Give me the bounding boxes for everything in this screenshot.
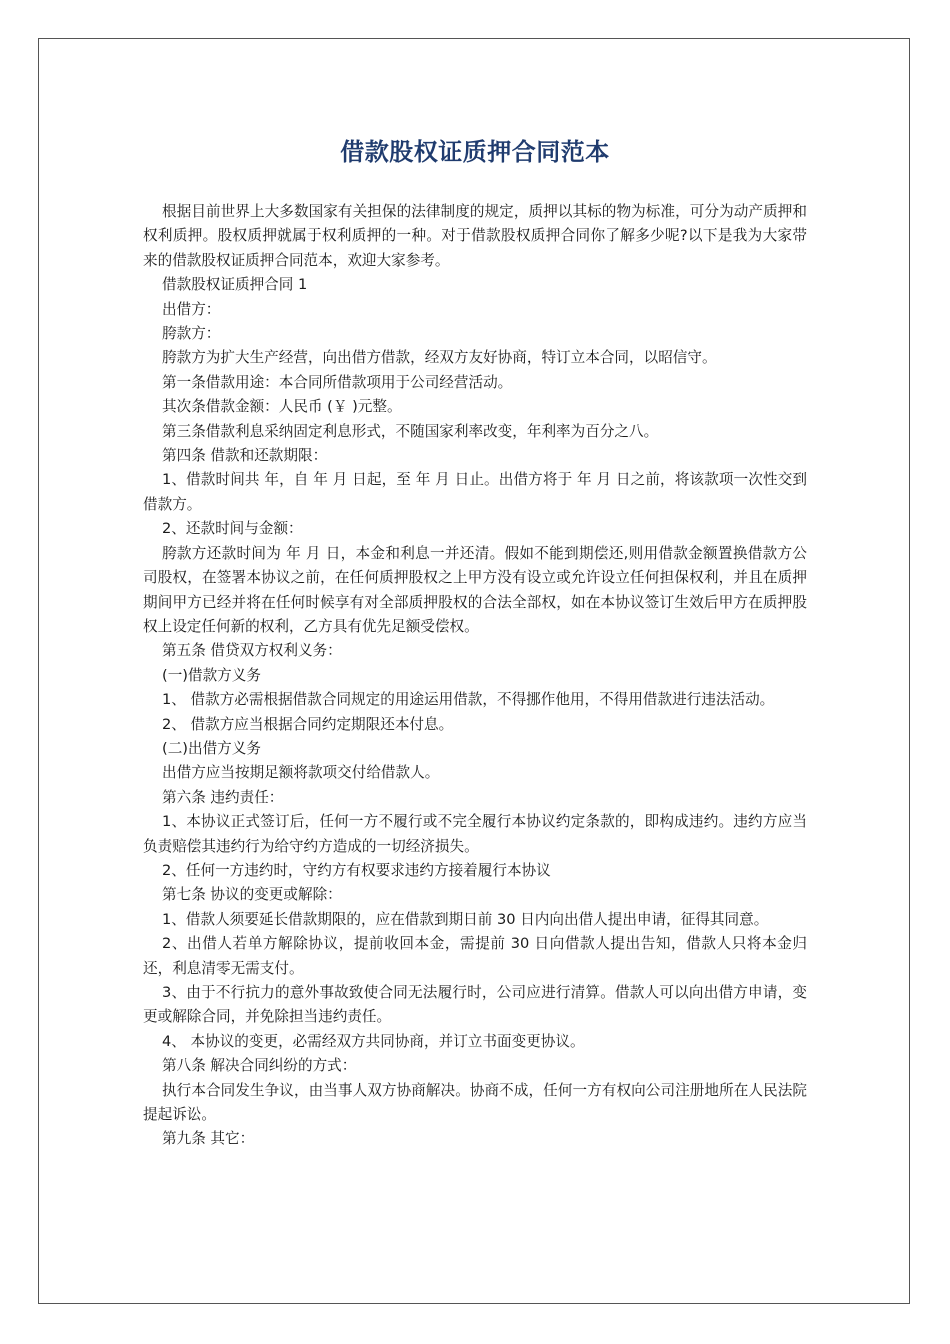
article-1: 第一条借款用途：本合同所借款项用于公司经营活动。 (162, 373, 513, 391)
borrower-duty-2: 2、 借款方应当根据合同约定期限还本付息。 (162, 715, 454, 733)
article-7-clause-3: 3、由于不行抗力的意外事故致使合同无法履行时，公司应进行清算。借款人可以向出借方申请，变更或解除合同，并免除担当违约责任。 (143, 984, 807, 1026)
article-7-clause-4: 4、 本协议的变更，必需经双方共同协商，并订立书面变更协议。 (162, 1032, 585, 1050)
article-7-heading: 第七条 协议的变更或解除： (162, 886, 342, 904)
article-2: 其次条借款金额：人民币 (￥ )元整。 (162, 398, 402, 416)
borrower-line: 胯款方： (162, 325, 221, 343)
article-4-clause-1: 1、借款时间共 年，自 年 月 日起，至 年 月 日止。出借方将于 年 月 日之前，将该款项一次性交到借款方。 (143, 471, 807, 513)
article-7-clause-2: 2、出借人若单方解除协议，提前收回本金，需提前 30 日向借款人提出告知，借款人只将本金归还，利息清零无需支付。 (143, 935, 807, 977)
article-8-heading: 第八条 解决合同纠纷的方式： (162, 1057, 357, 1075)
article-4-heading: 第四条 借款和还款期限： (162, 447, 328, 465)
repayment-paragraph: 胯款方还款时间为 年 月 日，本金和利息一并还清。假如不能到期偿还,则用借款金额置换借款方公司股权，在签署本协议之前，在任何质押股权之上甲方没有设立或允许设立任何担保权利，并且在质押期间甲方已经并将在任何时候享有对全部质押股权的合法全部权，如在本协议签订生效后甲方在质押股权上设定任何新的权利，乙方具有优先足额受偿权。 (143, 544, 807, 635)
borrower-duty-1: 1、 借款方必需根据借款合同规定的用途运用借款，不得挪作他用，不得用借款进行违法活动。 (162, 691, 775, 709)
article-6-clause-2: 2、任何一方违约时，守约方有权要求违约方接着履行本协议 (162, 861, 551, 879)
intro-paragraph: 根据目前世界上大多数国家有关担保的法律制度的规定，质押以其标的物为标准，可分为动产质押和权利质押。股权质押就属于权利质押的一种。对于借款股权质押合同你了解多少呢?以下是我为大家带来的借款股权证质押合同范本，欢迎大家参考。 (143, 203, 807, 269)
article-3: 第三条借款利息采纳固定利息形式，不随国家利率改变，年利率为百分之八。 (162, 422, 659, 440)
document-title: 借款股权证质押合同范本 (340, 138, 610, 166)
borrower-duties-heading: (一)借款方义务 (162, 666, 261, 684)
article-5-heading: 第五条 借贷双方权利义务： (162, 642, 342, 660)
article-7-clause-1: 1、借款人须要延长借款期限的，应在借款到期日前 30 日内向出借人提出申请，征得其同意。 (162, 910, 769, 928)
lender-duties-heading: (二)出借方义务 (162, 739, 261, 757)
article-8-paragraph: 执行本合同发生争议，由当事人双方协商解决。协商不成，任何一方有权向公司注册地所在人民法院提起诉讼。 (143, 1081, 807, 1124)
article-6-heading: 第六条 违约责任： (162, 788, 284, 806)
lender-duty-1: 出借方应当按期足额将款项交付给借款人。 (162, 764, 440, 782)
article-4-clause-2: 2、还款时间与金额： (162, 520, 303, 538)
article-9-heading: 第九条 其它： (162, 1130, 255, 1148)
contract-heading: 借款股权证质押合同 1 (162, 276, 308, 294)
document-body (143, 200, 807, 1152)
article-6-clause-1: 1、本协议正式签订后，任何一方不履行或不完全履行本协议约定条款的，即构成违约。违约方应当负责赔偿其违约行为给守约方造成的一切经济损失。 (143, 813, 807, 855)
preamble-paragraph: 胯款方为扩大生产经营，向出借方借款，经双方友好协商，特订立本合同，以昭信守。 (162, 349, 717, 367)
lender-line: 出借方： (162, 300, 221, 318)
